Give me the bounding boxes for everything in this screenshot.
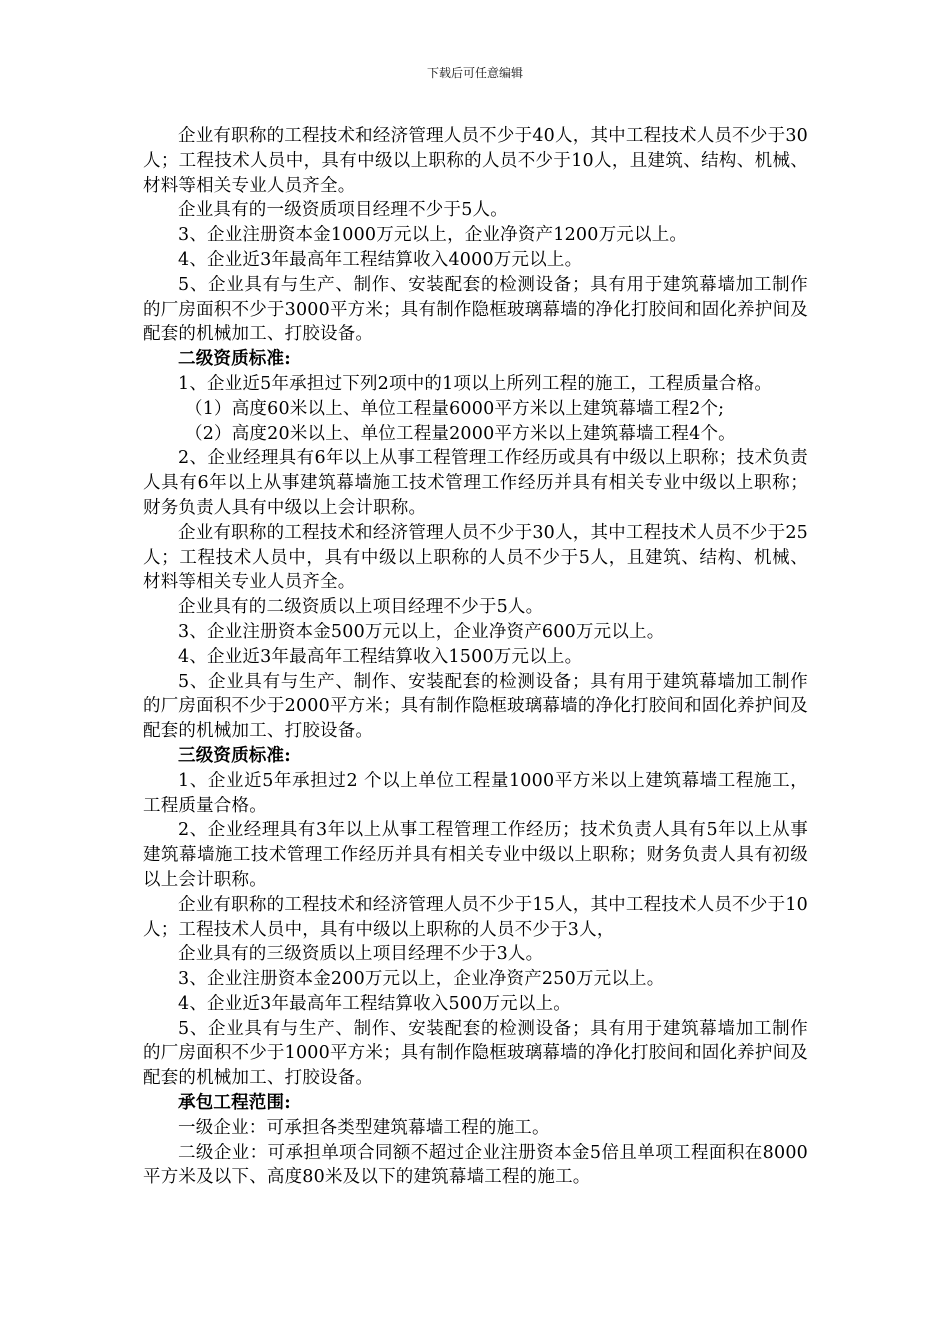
paragraph: 3、企业注册资本金500万元以上，企业净资产600万元以上。 bbox=[178, 621, 665, 642]
paragraph: 2、企业经理具有3年以上从事工程管理工作经历；技术负责人具有5年以上从事建筑幕墙施工技术管理工作经历并具有相关专业中级以上职称；财务负责人具有初级以上会计职称。 bbox=[143, 820, 808, 890]
paragraph: 一级企业：可承担各类型建筑幕墙工程的施工。 bbox=[178, 1117, 550, 1138]
paragraph: 2、企业经理具有6年以上从事工程管理工作经历或具有中级以上职称；技术负责人具有6年以上从事建筑幕墙施工技术管理工作经历并具有相关专业中级以上职称；财务负责人具有中级以上会计职称。 bbox=[143, 448, 808, 518]
page-header: 下载后可任意编辑 bbox=[426, 66, 523, 80]
section-heading: 二级资质标准: bbox=[178, 349, 291, 370]
paragraph: 企业具有的一级资质项目经理不少于5人。 bbox=[178, 200, 508, 221]
paragraph: 3、企业注册资本金200万元以上，企业净资产250万元以上。 bbox=[178, 969, 665, 990]
section-heading: 承包工程范围: bbox=[178, 1093, 291, 1114]
document-body bbox=[143, 124, 808, 1190]
paragraph: 5、企业具有与生产、制作、安装配套的检测设备；具有用于建筑幕墙加工制作的厂房面积不少于2000平方米；具有制作隐框玻璃幕墙的净化打胶间和固化养护间及配套的机械加工、打胶设备。 bbox=[143, 671, 808, 742]
paragraph: 企业有职称的工程技术和经济管理人员不少于30人，其中工程技术人员不少于25人；工程技术人员中，具有中级以上职称的人员不少于5人，且建筑、结构、机械、材料等相关专业人员齐全。 bbox=[143, 522, 808, 593]
paragraph: 企业具有的三级资质以上项目经理不少于3人。 bbox=[178, 944, 544, 965]
paragraph: 企业具有的二级资质以上项目经理不少于5人。 bbox=[178, 597, 544, 618]
paragraph: 4、企业近3年最高年工程结算收入4000万元以上。 bbox=[178, 249, 583, 270]
paragraph: 5、企业具有与生产、制作、安装配套的检测设备；具有用于建筑幕墙加工制作的厂房面积不少于1000平方米；具有制作隐框玻璃幕墙的净化打胶间和固化养护间及配套的机械加工、打胶设备。 bbox=[143, 1018, 808, 1089]
paragraph: 企业有职称的工程技术和经济管理人员不少于15人，其中工程技术人员不少于10人；工程技术人员中，具有中级以上职称的人员不少于3人， bbox=[143, 894, 808, 940]
paragraph: 4、企业近3年最高年工程结算收入1500万元以上。 bbox=[178, 646, 583, 667]
paragraph: 3、企业注册资本金1000万元以上，企业净资产1200万元以上。 bbox=[178, 225, 688, 246]
paragraph: 企业有职称的工程技术和经济管理人员不少于40人，其中工程技术人员不少于30人；工程技术人员中，具有中级以上职称的人员不少于10人，且建筑、结构、机械、材料等相关专业人员齐全。 bbox=[143, 126, 808, 196]
paragraph: 1、企业近5年承担过2 个以上单位工程量1000平方米以上建筑幕墙工程施工，工程质量合格。 bbox=[143, 770, 808, 816]
section-heading: 三级资质标准: bbox=[178, 745, 291, 766]
paragraph: 4、企业近3年最高年工程结算收入500万元以上。 bbox=[178, 993, 571, 1014]
paragraph: 1、企业近5年承担过下列2项中的1项以上所列工程的施工，工程质量合格。 bbox=[178, 373, 773, 394]
paragraph: 二级企业：可承担单项合同额不超过企业注册资本金5倍且单项工程面积在8000平方米及以下、高度80米及以下的建筑幕墙工程的施工。 bbox=[143, 1142, 808, 1188]
paragraph: 5、企业具有与生产、制作、安装配套的检测设备；具有用于建筑幕墙加工制作的厂房面积不少于3000平方米；具有制作隐框玻璃幕墙的净化打胶间和固化养护间及配套的机械加工、打胶设备。 bbox=[143, 274, 808, 345]
sub-item: （2）高度20米以上、单位工程量2000平方米以上建筑幕墙工程4个。 bbox=[185, 423, 736, 444]
sub-item: （1）高度60米以上、单位工程量6000平方米以上建筑幕墙工程2个; bbox=[185, 398, 725, 419]
